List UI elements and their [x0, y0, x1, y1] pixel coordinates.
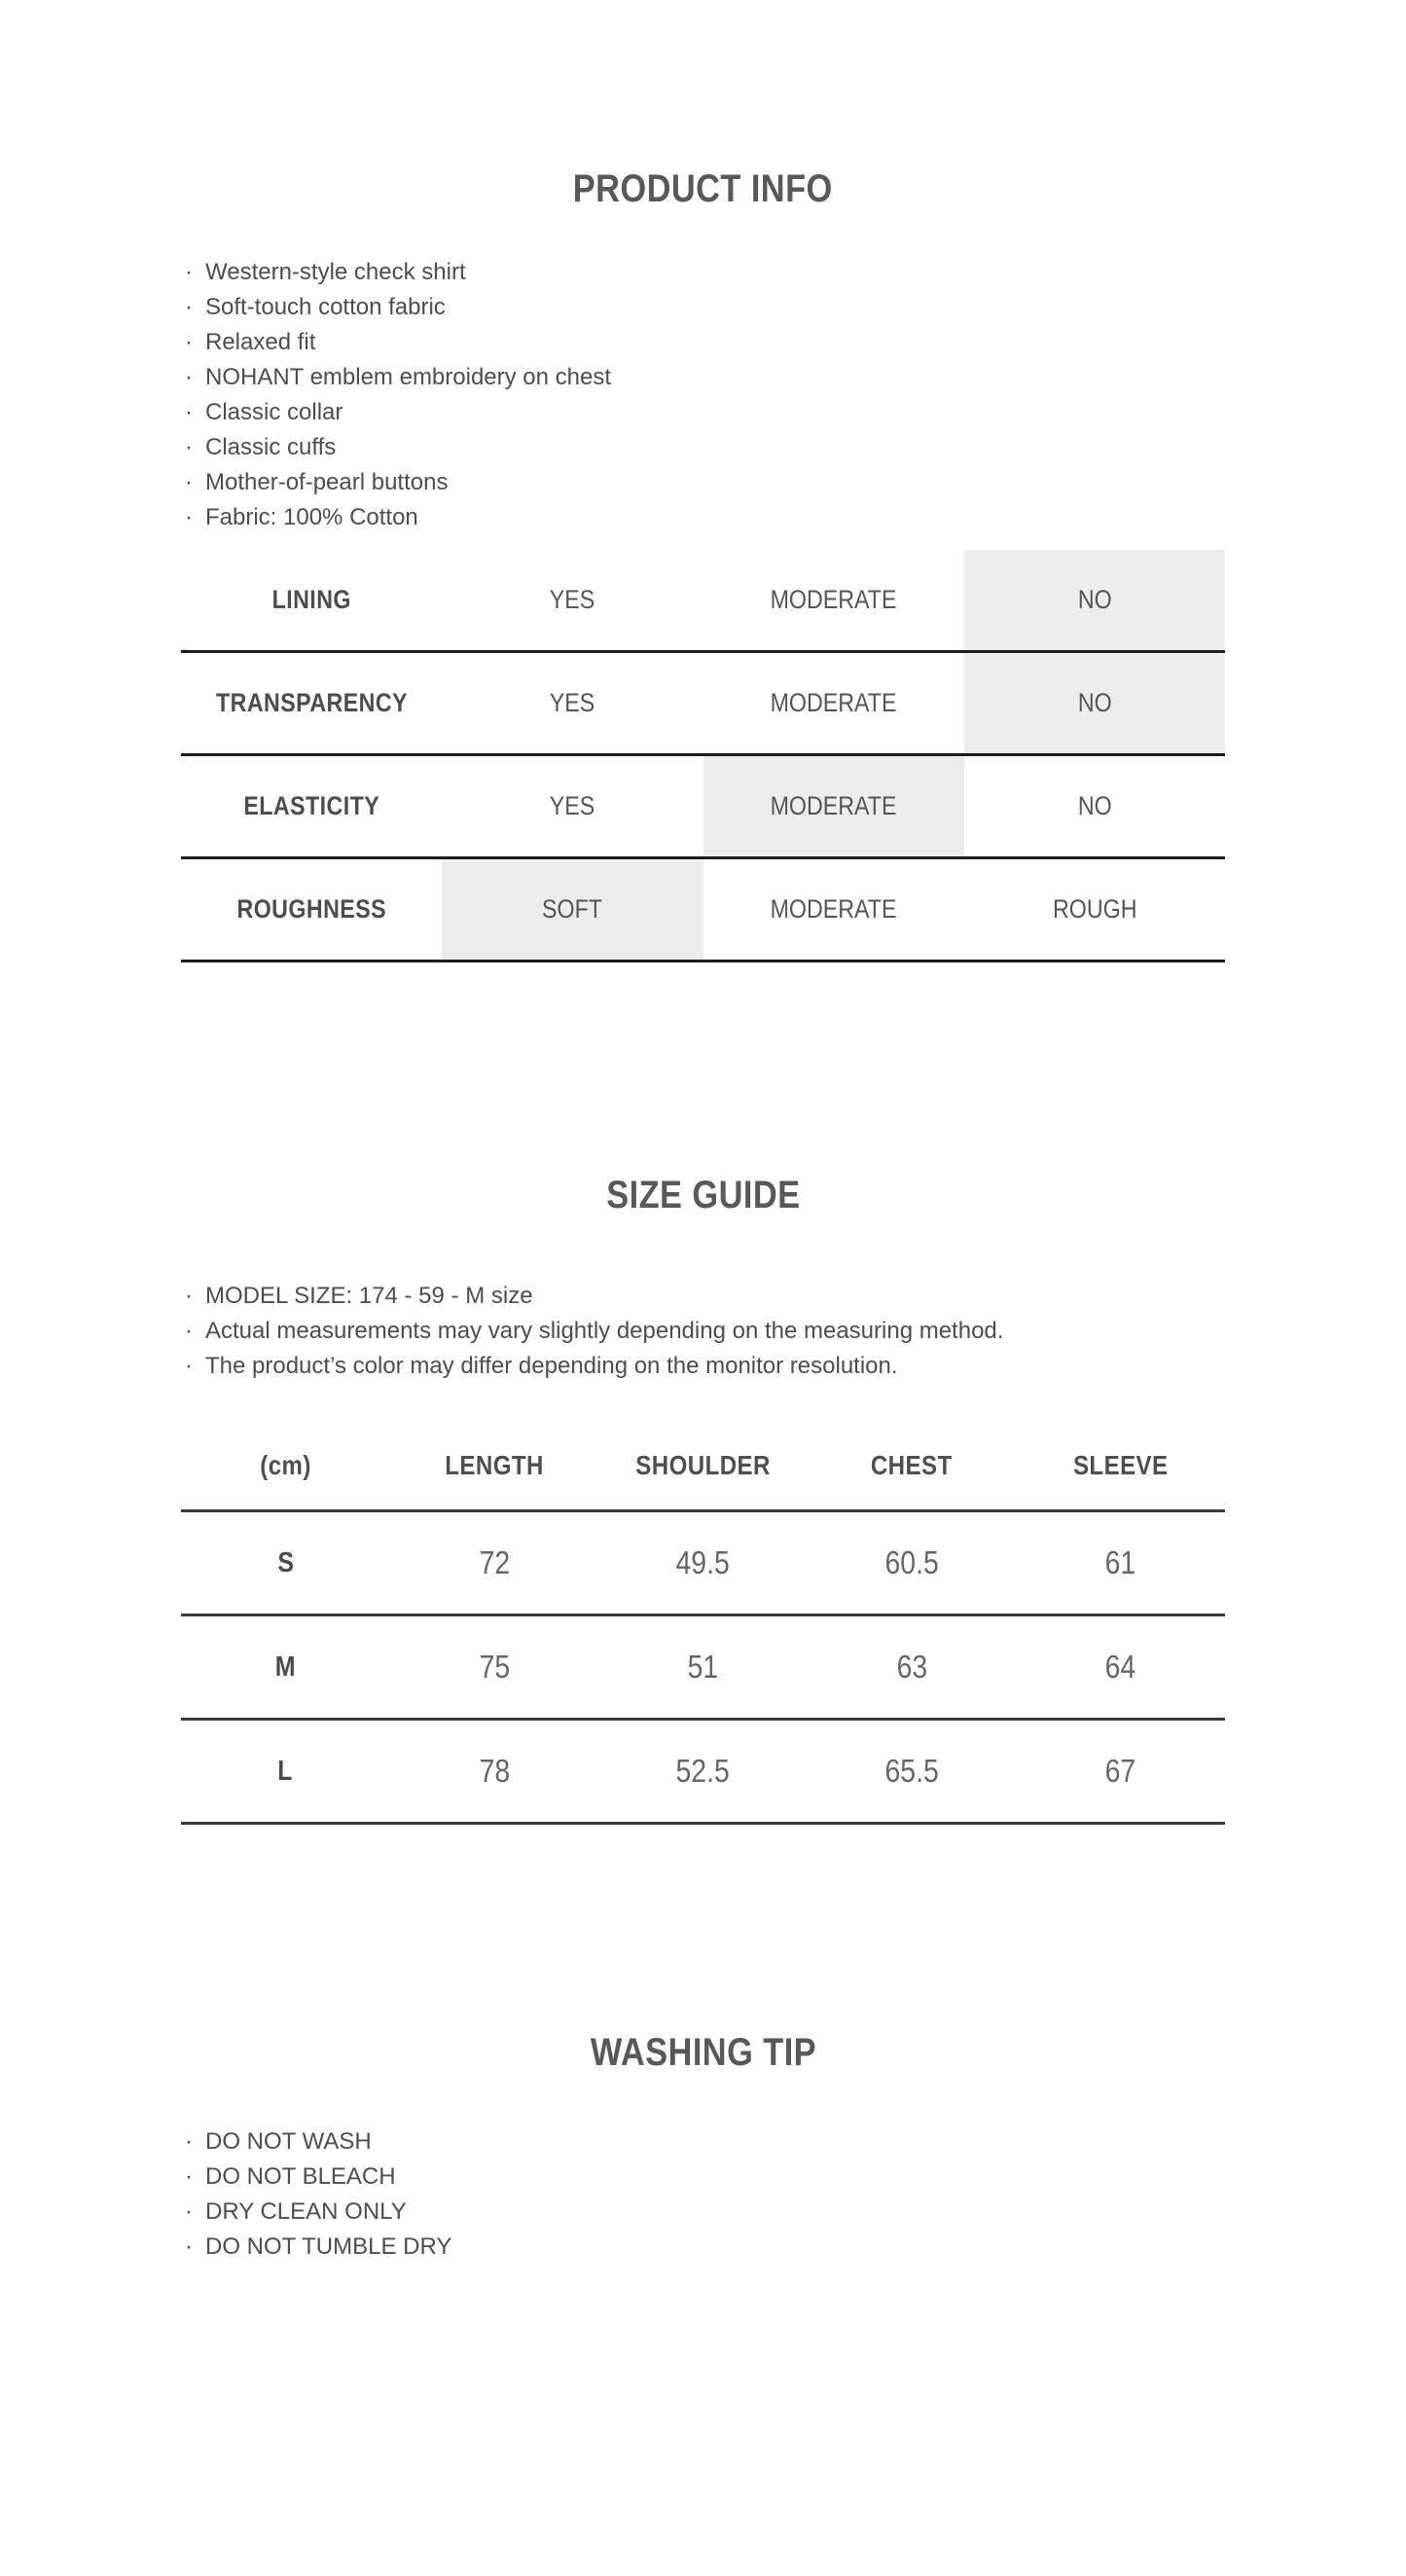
attr-option-cell: NO: [964, 550, 1225, 650]
size-table-header-sleeve: SLEEVE: [1072, 1450, 1169, 1480]
list-item: [185, 395, 1225, 430]
size-value-cell: 64: [1104, 1649, 1136, 1685]
size-row-label: L: [277, 1755, 293, 1787]
size-row-label: M: [274, 1651, 296, 1683]
attr-option-cell: MODERATE: [770, 585, 897, 614]
list-item: [185, 255, 1225, 290]
list-item: [185, 360, 1225, 395]
size-row-label: S: [276, 1546, 294, 1578]
size-guide-title-text: SIZE GUIDE: [605, 1174, 801, 1216]
list-item: [185, 1349, 1225, 1384]
list-item: [185, 1314, 1225, 1349]
washing-tip-title: [181, 2029, 1225, 2076]
bullet-text: Relaxed fit: [205, 329, 316, 355]
size-value-cell: 49.5: [675, 1544, 731, 1580]
attr-option-cell: YES: [550, 585, 595, 614]
attr-row-label: LINING: [271, 585, 351, 614]
bullet-marker: ·: [185, 294, 193, 320]
bullet-text: Actual measurements may vary slightly depending on the measuring method.: [205, 1318, 1004, 1344]
attr-option-cell: YES: [550, 791, 595, 820]
bullet-text: Mother-of-pearl buttons: [205, 469, 449, 495]
table-row: [181, 756, 1225, 859]
bullet-marker: ·: [185, 2233, 193, 2260]
table-row: [181, 1512, 1225, 1616]
size-value-cell: 60.5: [884, 1544, 939, 1580]
bullet-marker: ·: [185, 1283, 193, 1309]
bullet-marker: ·: [185, 364, 193, 390]
bullet-marker: ·: [185, 1353, 193, 1379]
list-item: [185, 1279, 1225, 1314]
attr-row-label: ROUGHNESS: [236, 894, 386, 924]
fabric-attributes-table: [181, 550, 1225, 962]
attr-option-cell: SOFT: [442, 859, 703, 960]
attr-option-cell: YES: [550, 688, 595, 717]
bullet-text: The product’s color may differ depending on the monitor resolution.: [205, 1353, 898, 1379]
bullet-text: Classic cuffs: [205, 434, 337, 460]
table-header-row: [181, 1422, 1225, 1512]
bullet-text: DO NOT TUMBLE DRY: [205, 2233, 452, 2260]
size-value-cell: 52.5: [675, 1753, 731, 1789]
bullet-marker: ·: [185, 2198, 193, 2225]
size-value-cell: 63: [896, 1649, 927, 1685]
product-info-title: [181, 165, 1225, 212]
attr-option-cell: MODERATE: [770, 688, 897, 717]
bullet-text: Soft-touch cotton fabric: [205, 294, 446, 320]
attr-option-cell: MODERATE: [770, 894, 897, 924]
attr-option-cell: NO: [1077, 791, 1112, 820]
size-value-cell: 75: [479, 1649, 510, 1685]
product-info-title-text: PRODUCT INFO: [573, 167, 833, 210]
bullet-marker: ·: [185, 329, 193, 355]
list-item: [185, 500, 1225, 535]
list-item: [185, 2230, 1225, 2265]
size-measurements-table: [181, 1422, 1225, 1825]
size-table-header-length: LENGTH: [445, 1450, 544, 1480]
table-row: [181, 1721, 1225, 1825]
bullet-marker: ·: [185, 469, 193, 495]
bullet-text: Western-style check shirt: [205, 259, 466, 285]
bullet-marker: ·: [185, 504, 193, 530]
bullet-text: Classic collar: [205, 399, 343, 425]
attr-option-cell: NO: [964, 653, 1225, 753]
attr-row-label: TRANSPARENCY: [215, 688, 408, 717]
size-guide-bullet-list: [181, 1279, 1225, 1384]
table-row: [181, 550, 1225, 653]
list-item: [185, 2195, 1225, 2230]
size-value-cell: 72: [479, 1544, 510, 1580]
size-value-cell: 61: [1104, 1544, 1136, 1580]
size-value-cell: 78: [479, 1753, 510, 1789]
list-item: [185, 430, 1225, 465]
attr-row-label: ELASTICITY: [243, 791, 379, 820]
table-row: [181, 653, 1225, 756]
size-table-header-unit: (cm): [260, 1450, 311, 1480]
size-table-header-chest: CHEST: [871, 1450, 953, 1480]
list-item: [185, 325, 1225, 360]
bullet-marker: ·: [185, 399, 193, 425]
attr-option-cell: ROUGH: [1052, 894, 1137, 924]
bullet-marker: ·: [185, 434, 193, 460]
table-row: [181, 1616, 1225, 1721]
size-value-cell: 65.5: [884, 1753, 939, 1789]
product-detail-page: [181, 165, 1225, 2265]
bullet-text: DO NOT BLEACH: [205, 2163, 396, 2190]
bullet-text: Fabric: 100% Cotton: [205, 504, 418, 530]
table-row: [181, 859, 1225, 962]
list-item: [185, 290, 1225, 325]
bullet-marker: ·: [185, 2128, 193, 2155]
washing-tip-title-text: WASHING TIP: [590, 2031, 816, 2074]
bullet-marker: ·: [185, 1318, 193, 1344]
list-item: [185, 2124, 1225, 2159]
attr-option-cell: MODERATE: [703, 756, 964, 856]
bullet-marker: ·: [185, 2163, 193, 2190]
size-value-cell: 67: [1104, 1753, 1136, 1789]
product-info-bullet-list: [181, 255, 1225, 535]
bullet-text: NOHANT emblem embroidery on chest: [205, 364, 612, 390]
bullet-text: DRY CLEAN ONLY: [205, 2198, 407, 2225]
list-item: [185, 465, 1225, 500]
list-item: [185, 2159, 1225, 2195]
bullet-text: MODEL SIZE: 174 - 59 - M size: [205, 1283, 533, 1309]
size-table-header-shoulder: SHOULDER: [635, 1450, 771, 1480]
bullet-marker: ·: [185, 259, 193, 285]
washing-tip-bullet-list: [181, 2124, 1225, 2265]
size-guide-title: [181, 1172, 1225, 1218]
bullet-text: DO NOT WASH: [205, 2128, 372, 2155]
size-value-cell: 51: [687, 1649, 719, 1685]
